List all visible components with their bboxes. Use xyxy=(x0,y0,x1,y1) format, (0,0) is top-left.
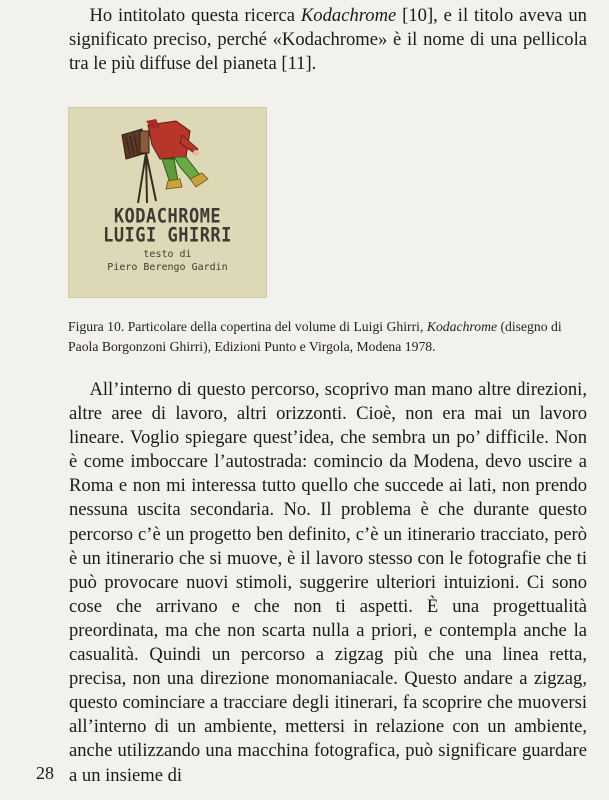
intro-title-italic: Kodachrome xyxy=(300,5,397,26)
intro-text-before: Ho intitolato questa ricerca xyxy=(89,5,301,26)
cover-subtitle-line1: testo di xyxy=(143,249,192,260)
body-paragraph: All’interno di questo percorso, scoprivo man mano altre direzioni, altre aree di lavoro, altri orizzonti. Cioè, non era mai un lavoro lineare. Voglio spiegare quest’idea, che sembra un po’ difficile. Non è come imboccare l’autostrada: comincio da Modena, devo uscire a Roma e non mi interessa tutto quello che succede ai lati, non prendo nessuna uscita secondaria. No. Il problema è che durante questo percorso c’è un progetto ben definito, c’è un itinerario tracciato, però è un itinerario che si muove, è il lavoro stesso con le fotografie che ti può provocare nuovi stimoli, suggerire ulteriori intuizioni. Ci sono cose che arrivano e che non ti aspetti. È una progettualità preordinata, ma che non scarta nulla a priori, e contempla anche la casualità. Quindi un percorso a zigzag più che una linea retta, precisa, non una direzione monomaniacale. Questo andare a zigzag, questo cominciare a tracciare degli itinerari, fa scoprire che muoversi all’interno di un ambiente, mettersi in relazione con un ambiente, anche utilizzando una macchina fotografica, può significare guardare a un insieme di xyxy=(69,379,587,786)
caption-title-italic: Kodachrome xyxy=(426,319,498,334)
figure-caption xyxy=(68,317,590,357)
caption-text-after: (disegno di Paola Borgonzoni Ghirri), Edizioni Punto e Virgola, Modena 1978. xyxy=(68,319,562,354)
caption-text-before: Figura 10. Particolare della copertina del volume di Luigi Ghirri, xyxy=(68,319,427,334)
photographer-illustration xyxy=(116,115,226,205)
cover-subtitle-line2: Piero Berengo Gardin xyxy=(107,262,228,273)
cover-title-line2: LUIGI GHIRRI xyxy=(103,224,232,248)
intro-paragraph xyxy=(69,4,587,76)
intro-text-after: [10], e il titolo aveva un significato preciso, perché «Kodachrome» è il nome di una pellicola tra le più diffuse del pianeta [11]. xyxy=(69,5,587,74)
page-number: 28 xyxy=(36,763,54,783)
book-cover-figure xyxy=(68,107,267,298)
cover-title-line1: KODACHROME xyxy=(113,205,222,229)
